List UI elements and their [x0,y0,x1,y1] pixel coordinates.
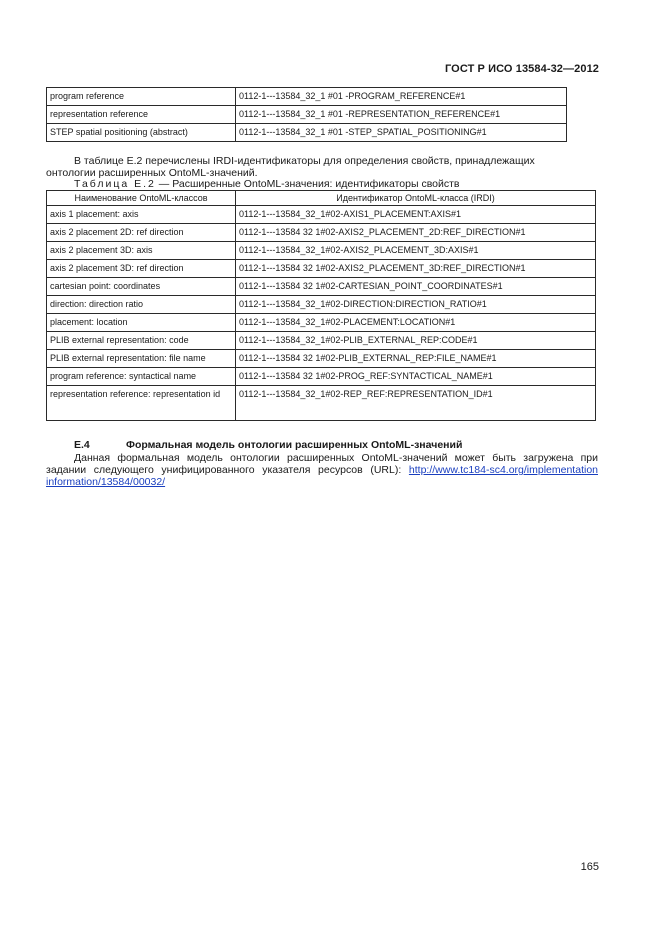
table-row [47,350,596,368]
table-row [47,106,567,124]
cell-name: cartesian point: coordinates [47,278,236,296]
section-title: Формальная модель онтологии расширенных OntoML-значений [126,439,463,451]
cell-name: PLIB external representation: code [47,332,236,350]
table-row [47,124,567,142]
table-caption [74,178,460,190]
paragraph-line: В таблице Е.2 перечислены IRDI-идентификаторы для определения свойств, принадлежащих [74,155,535,167]
cell-name: axis 2 placement 2D: ref direction [47,224,236,242]
table-property-irdi [46,190,596,421]
column-header-name: Наименование OntoML-классов [47,191,236,206]
table-row [47,368,596,386]
cell-name: axis 2 placement 3D: ref direction [47,260,236,278]
cell-identifier: 0112-1---13584 32 1#02-AXIS2_PLACEMENT_3D:REF_DIRECTION#1 [236,260,596,278]
cell-identifier: 0112-1---13584_32_1#02-AXIS1_PLACEMENT:AXIS#1 [236,206,596,224]
cell-identifier: 0112-1---13584_32_1#02-PLIB_EXTERNAL_REP:CODE#1 [236,332,596,350]
table-row [47,332,596,350]
table-header-row [47,191,596,206]
cell-name: axis 2 placement 3D: axis [47,242,236,260]
cell-identifier: 0112-1---13584_32_1 #01 -REPRESENTATION_REFERENCE#1 [236,106,567,124]
cell-name: STEP spatial positioning (abstract) [47,124,236,142]
cell-identifier: 0112-1---13584_32_1#02-REP_REF:REPRESENTATION_ID#1 [236,386,596,421]
cell-name: representation reference [47,106,236,124]
section-number: E.4 [74,439,90,451]
paragraph-intro [46,155,598,179]
cell-identifier: 0112-1---13584 32 1#02-AXIS2_PLACEMENT_2D:REF_DIRECTION#1 [236,224,596,242]
paragraph-text: Данная формальная модель онтологии расширенных OntoML-значений может быть загружена при задании следующего унифицированного указателя ресурсов (URL): [46,452,598,476]
section-heading [74,439,462,451]
resource-link[interactable]: http://www.tc184-sc4.org/implementation information/13584/00032/ [46,464,598,488]
cell-name: representation reference: representation id [47,386,236,421]
table-row [47,296,596,314]
cell-name: program reference [47,88,236,106]
table-row [47,206,596,224]
cell-name: placement: location [47,314,236,332]
cell-identifier: 0112-1---13584 32 1#02-CARTESIAN_POINT_COORDINATES#1 [236,278,596,296]
cell-name: direction: direction ratio [47,296,236,314]
paragraph-line: онтологии расширенных OntoML-значений. [46,167,258,179]
caption-label: Таблица Е.2 [74,178,156,190]
table-row [47,278,596,296]
cell-identifier: 0112-1---13584 32 1#02-PLIB_EXTERNAL_REP:FILE_NAME#1 [236,350,596,368]
cell-name: axis 1 placement: axis [47,206,236,224]
cell-identifier: 0112-1---13584 32 1#02-PROG_REF:SYNTACTICAL_NAME#1 [236,368,596,386]
cell-identifier: 0112-1---13584_32_1 #01 -PROGRAM_REFERENCE#1 [236,88,567,106]
cell-name: program reference: syntactical name [47,368,236,386]
table-property-types [46,87,567,142]
cell-identifier: 0112-1---13584_32_1 #01 -STEP_SPATIAL_POSITIONING#1 [236,124,567,142]
cell-identifier: 0112-1---13584_32_1#02-PLACEMENT:LOCATION#1 [236,314,596,332]
table-row [47,314,596,332]
page-number: 165 [580,861,599,873]
table-row [47,224,596,242]
table-row [47,242,596,260]
table-row [47,88,567,106]
cell-identifier: 0112-1---13584_32_1#02-AXIS2_PLACEMENT_3D:AXIS#1 [236,242,596,260]
document-header: ГОСТ Р ИСО 13584-32—2012 [444,63,599,75]
cell-name: PLIB external representation: file name [47,350,236,368]
column-header-irdi: Идентификатор OntoML-класса (IRDI) [236,191,596,206]
paragraph-url [46,452,598,488]
table-row [47,386,596,421]
caption-text: — Расширенные OntoML-значения: идентификаторы свойств [155,178,460,190]
table-row [47,260,596,278]
cell-identifier: 0112-1---13584_32_1#02-DIRECTION:DIRECTION_RATIO#1 [236,296,596,314]
